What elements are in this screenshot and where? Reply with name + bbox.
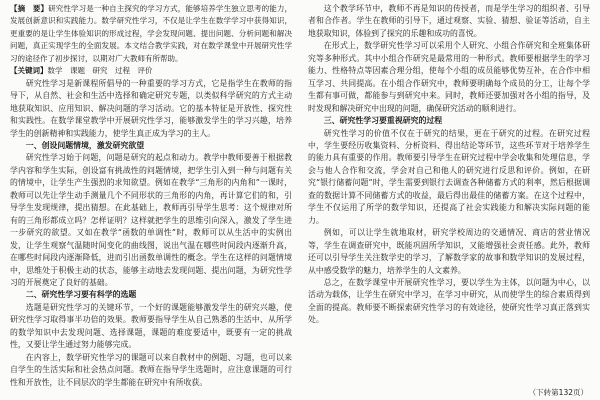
body-paragraph: 这个教学环节中，教师不再是知识的传授者，而是学生学习的组织者、引导者和合作者。学生在教师的引导下，通过观察、实验、猜想、验证等活动，自主地获取知识，体验到了探究的乐趣和成功的喜悦。 [308, 4, 590, 38]
body-paragraph: 例如，可以让学生就地取材，研究学校周边的交通情况、商店的营业情况等，学生在调查研究中，既能巩固所学知识，又能增强社会责任感。此外，教师还可以引导学生关注数学史的学习，了解数学家的故事和数学知识的发展过程，从中感受数学的魅力，培养学生的人文素养。 [308, 228, 590, 275]
continuation-note: （下转第132页） [528, 388, 588, 397]
right-column [308, 3, 590, 396]
left-column [10, 3, 292, 396]
body-paragraph: 研究性学习的价值不仅在于研究的结果，更在于研究的过程。在研究过程中，学生要经历收集资料、分析资料、得出结论等环节，这些环节对于培养学生的能力具有重要的作用。教师要引导学生在研究过程中学会收集和处理信息，学会与他人合作和交流，学会对自己和他人的研究进行反思和评价。例如，在研究“银行储蓄问题”时，学生需要到银行去调查各种储蓄方式的利率，然后根据调查的数据计算不同储蓄方式的收益，最后得出最佳的储蓄方案。在这个过程中，学生不仅运用了所学的数学知识，还提高了社会实践能力和解决实际问题的能力。 [308, 128, 590, 225]
section-heading: 三、研究性学习要重视研究的过程 [323, 116, 443, 126]
keywords-text: 数学 课题 研究 过程 评价 [47, 66, 153, 76]
abstract-text: 研究性学习是一种自主探究的学习方式，能够培养学生独立思考的能力，发展创新意识和实践能力。数学研究性学习，不仅是让学生在数学学习中获得知识，更重要的是让学生体验知识的形成过程，学会发现问题、提出问题、分析问题和解决问题，真正实现学生的全面发展。本文结合教学实践，对在数学课堂中开展研究性学习的途径作了初步探讨，以期对广大教师有所帮助。 [10, 4, 292, 63]
body-paragraph: 研究性学习始于问题，问题是研究的起点和动力。教学中教师要善于根据教学内容和学生实际，创设富有挑战性的问题情境，把学生引入到一种与问题有关的情境中，让学生产生强烈的求知欲望。例如在教学“三角形的内角和”一课时，教师可以先让学生动手测量几个不同形状的三角形的内角，再计算它们的和，引导学生发现规律，提出猜想。在此基础上，教师再引导学生思考：这个规律对所有的三角形都成立吗？怎样证明？这样就把学生的思维引向深入，激发了学生进一步研究的欲望。又如在教学“函数的单调性”时，教师可以从生活中的实例出发，让学生观察气温随时间变化的曲线图，说出气温在哪些时间段内逐渐升高，在哪些时间段内逐渐降低，进而引出函数单调性的概念。学生在这样的问题情境中，思维处于积极主动的状态，能够主动地去发现问题、提出问题，为研究性学习的开展奠定了良好的基础。 [10, 153, 292, 287]
body-paragraph: 在内容上，数学研究性学习的课题可以来自教材中的例题、习题，也可以来自学生的生活实际和社会热点问题。教师在指导学生选题时，应注意课题的可行性和开放性，让不同层次的学生都能在研究中有所收获。 [10, 352, 292, 387]
abstract [10, 3, 292, 65]
section-heading: 二、研究性学习要有科学的选题 [25, 290, 137, 300]
abstract-label: 【摘 要】 [10, 4, 49, 13]
body-paragraph: 在形式上，数学研究性学习可以采用个人研究、小组合作研究和全班集体研究等多种形式。其中小组合作研究是最常用的一种形式。教师要根据学生的学习能力、性格特点等因素合理分组，使每个小组的成员能够优势互补，在合作中相互学习、共同提高。在小组合作研究中，教师要明确每个成员的分工，让每个学生都有事可做，都能参与到研究中来。同时，教师还要加强对各小组的指导，及时发现和解决研究中出现的问题，确保研究活动的顺利进行。 [308, 41, 590, 113]
keywords [10, 65, 292, 77]
section-heading: 一、创设问题情境，激发研究欲望 [25, 140, 145, 150]
body-paragraph: 选题是研究性学习的关键环节，一个好的课题能够激发学生的研究兴趣，使研究性学习取得事半功倍的效果。教师要指导学生从自己熟悉的生活中、从所学的数学知识中去发现问题、选择课题，课题的难度要适中，既要有一定的挑战性，又要让学生通过努力能够完成。 [10, 302, 292, 350]
keywords-label: 【关键词】 [10, 66, 48, 76]
body-paragraph: 总之，在数学课堂中开展研究性学习，要以学生为主体，以问题为中心，以活动为载体，让学生在研究中学习，在学习中研究，从而使学生的综合素质得到全面的提高。教师要不断探索研究性学习的有效途径，使研究性学习真正落到实处。 [308, 277, 590, 325]
left-column-body [10, 78, 292, 389]
body-paragraph: 研究性学习是新课程所倡导的一种重要的学习方式，它是指学生在教师的指导下，从自然、社会和生活中选择和确定研究专题，以类似科学研究的方式主动地获取知识、应用知识、解决问题的学习活动。它的基本特征是开放性、探究性和实践性。在数学课堂教学中开展研究性学习，能够激发学生的学习兴趣，培养学生的创新精神和实践能力，使学生真正成为学习的主人。 [10, 78, 292, 138]
right-column-body [308, 3, 590, 327]
